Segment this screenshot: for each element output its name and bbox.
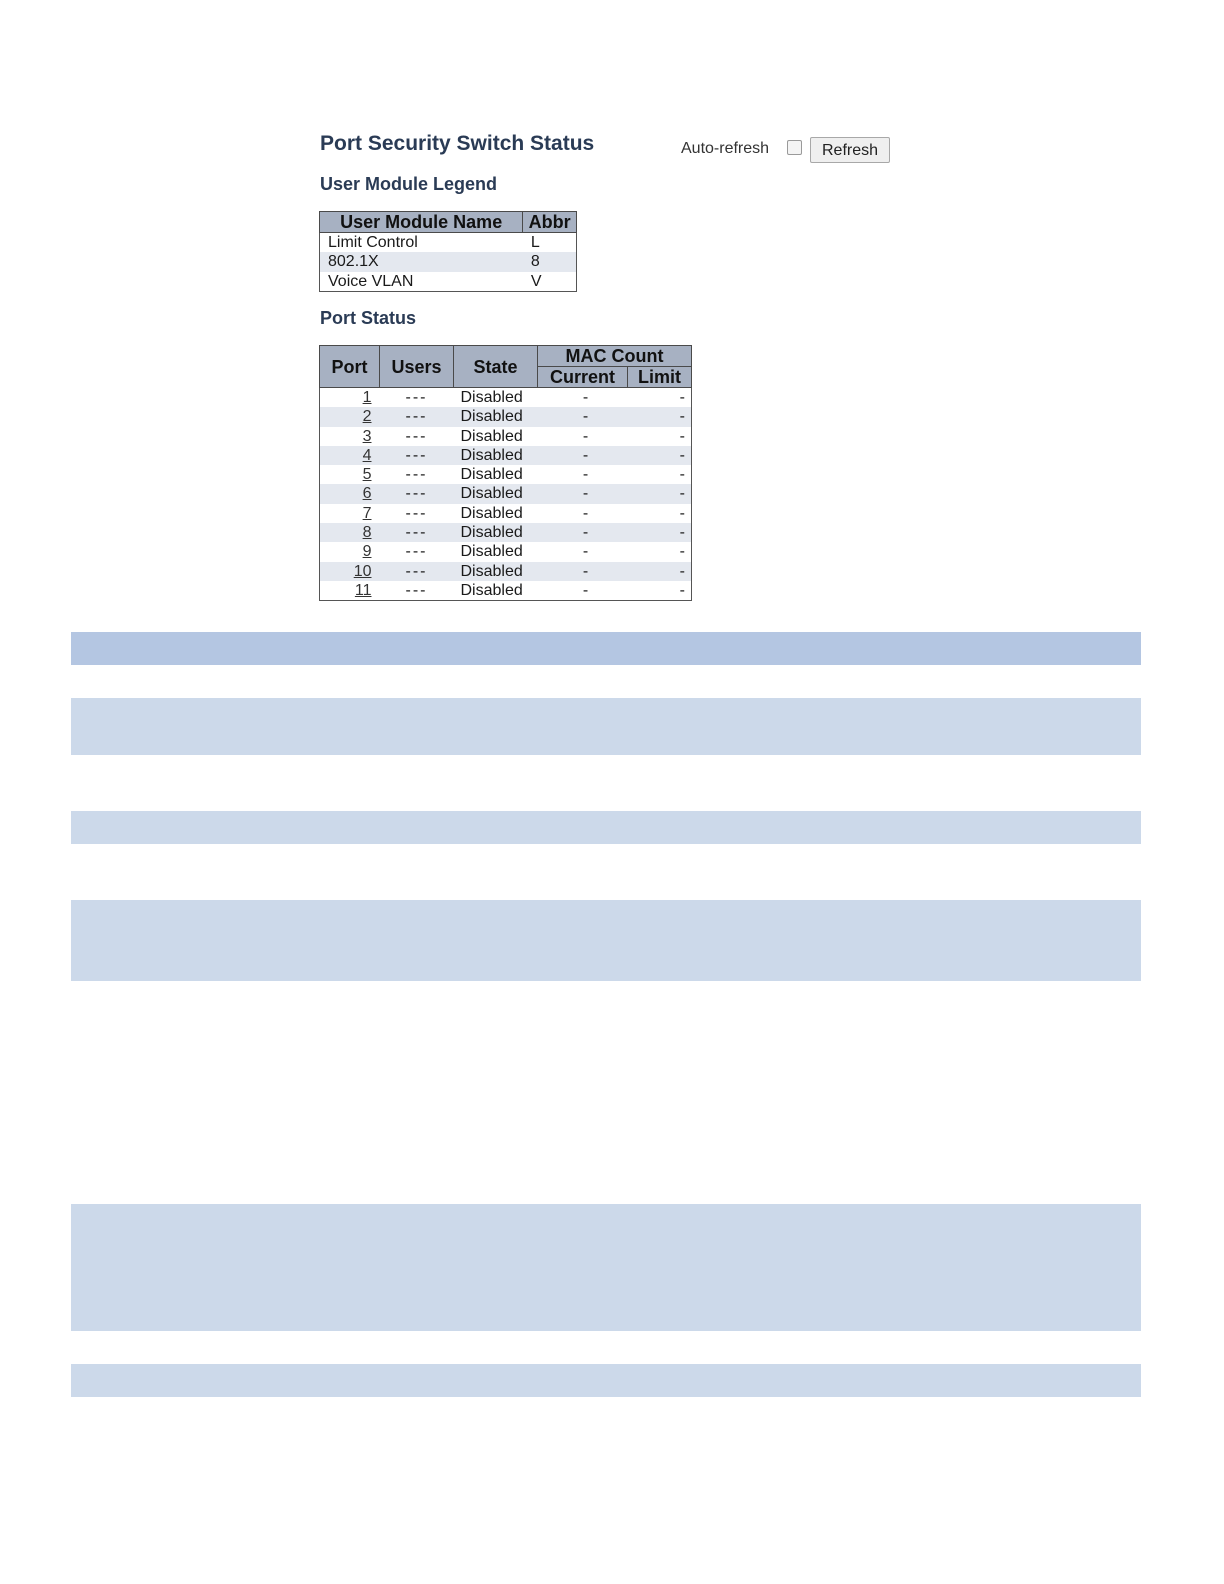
mac-current-cell: - xyxy=(538,407,628,426)
legend-row xyxy=(320,233,577,253)
refresh-button[interactable]: Refresh xyxy=(810,137,890,163)
mac-current-cell: - xyxy=(538,523,628,542)
state-cell: Disabled xyxy=(454,562,538,581)
mac-current-cell: - xyxy=(582,389,589,406)
port-row xyxy=(320,427,692,446)
mac-current-cell: - xyxy=(582,427,589,445)
users-cell: --- xyxy=(380,523,454,542)
port-link[interactable]: 10 xyxy=(353,562,372,580)
users-cell: --- xyxy=(380,407,454,426)
port-cell xyxy=(320,465,380,484)
port-row xyxy=(320,484,692,503)
mac-limit-cell: - xyxy=(628,407,692,426)
legend-module-abbr: 8 xyxy=(523,252,577,271)
port-link[interactable]: 5 xyxy=(362,466,372,484)
state-cell: Disabled xyxy=(460,427,523,445)
mac-current-cell: - xyxy=(582,504,589,522)
port-row xyxy=(320,542,692,561)
mac-current-cell: - xyxy=(582,581,589,599)
mac-limit-cell: - xyxy=(679,466,685,484)
state-cell: Disabled xyxy=(460,389,523,406)
section-band xyxy=(71,632,1141,665)
mac-limit-cell: - xyxy=(628,562,692,581)
state-cell: Disabled xyxy=(460,581,523,599)
port-cell xyxy=(320,562,380,581)
port-status-table xyxy=(319,345,692,601)
port-header: Port xyxy=(320,346,380,388)
port-status-title: Port Status xyxy=(320,308,417,328)
port-row xyxy=(320,504,692,523)
mac-current-cell: - xyxy=(538,562,628,581)
section-band xyxy=(71,698,1141,755)
legend-row xyxy=(320,252,577,271)
section-band xyxy=(71,1204,1141,1331)
users-header: Users xyxy=(380,346,454,388)
users-cell: --- xyxy=(405,581,428,599)
users-cell: --- xyxy=(380,484,454,503)
mac-limit-cell: - xyxy=(628,446,692,465)
state-cell: Disabled xyxy=(454,446,538,465)
limit-header: Limit xyxy=(628,367,692,388)
mac-limit-cell: - xyxy=(679,427,685,445)
mac-limit-cell: - xyxy=(628,484,692,503)
users-cell: --- xyxy=(405,427,428,445)
users-cell: --- xyxy=(405,466,428,484)
port-cell xyxy=(320,484,380,503)
port-link[interactable]: 2 xyxy=(362,408,372,426)
page-title: Port Security Switch Status xyxy=(320,132,595,155)
port-cell xyxy=(320,388,380,408)
user-module-legend-table xyxy=(319,211,577,292)
port-link[interactable]: 6 xyxy=(362,485,372,503)
mac-current-cell: - xyxy=(538,484,628,503)
users-cell: --- xyxy=(380,562,454,581)
section-band xyxy=(71,900,1141,981)
port-cell xyxy=(320,407,380,426)
port-cell xyxy=(320,446,380,465)
state-cell: Disabled xyxy=(460,504,523,522)
legend-module-abbr: V xyxy=(530,272,542,290)
state-cell: Disabled xyxy=(454,484,538,503)
port-row xyxy=(320,388,692,408)
port-link[interactable]: 11 xyxy=(354,581,372,599)
users-cell: --- xyxy=(405,389,428,406)
legend-module-abbr: L xyxy=(530,234,540,251)
port-cell xyxy=(320,581,380,601)
auto-refresh-label: Auto-refresh xyxy=(681,140,770,157)
users-cell: --- xyxy=(405,543,428,561)
port-link[interactable]: 8 xyxy=(362,524,372,542)
port-link[interactable]: 7 xyxy=(362,504,372,522)
port-cell xyxy=(320,504,380,523)
port-link[interactable]: 9 xyxy=(362,543,372,561)
port-row xyxy=(320,407,692,426)
mac-limit-cell: - xyxy=(679,581,685,599)
auto-refresh-checkbox[interactable] xyxy=(787,140,802,155)
current-header: Current xyxy=(538,367,628,388)
port-row xyxy=(320,562,692,581)
port-row xyxy=(320,581,692,601)
port-cell xyxy=(320,523,380,542)
mac-limit-cell: - xyxy=(679,504,685,522)
legend-module-name: Voice VLAN xyxy=(328,272,414,290)
section-band xyxy=(71,811,1141,844)
state-cell: Disabled xyxy=(454,523,538,542)
users-cell: --- xyxy=(380,446,454,465)
port-link[interactable]: 3 xyxy=(362,427,372,445)
legend-header-abbr: Abbr xyxy=(523,212,577,233)
legend-module-name: Limit Control xyxy=(328,234,418,251)
port-link[interactable]: 1 xyxy=(362,389,372,406)
mac-limit-cell: - xyxy=(679,543,685,561)
port-cell xyxy=(320,542,380,561)
state-cell: Disabled xyxy=(460,543,523,561)
section-band xyxy=(71,1364,1141,1397)
mac-current-cell: - xyxy=(538,446,628,465)
mac-current-cell: - xyxy=(582,466,589,484)
legend-header-name: User Module Name xyxy=(320,212,523,233)
mac-limit-cell: - xyxy=(628,523,692,542)
port-row xyxy=(320,465,692,484)
legend-row xyxy=(320,272,577,292)
users-cell: --- xyxy=(405,504,428,522)
state-cell: Disabled xyxy=(460,466,523,484)
mac-current-cell: - xyxy=(582,543,589,561)
legend-module-name: 802.1X xyxy=(320,252,523,271)
port-cell xyxy=(320,427,380,446)
legend-title: User Module Legend xyxy=(320,174,498,194)
mac-limit-cell: - xyxy=(679,389,685,406)
state-header: State xyxy=(454,346,538,388)
port-row xyxy=(320,523,692,542)
mac-count-header: MAC Count xyxy=(538,346,692,367)
port-row xyxy=(320,446,692,465)
port-link[interactable]: 4 xyxy=(362,446,372,464)
state-cell: Disabled xyxy=(454,407,538,426)
